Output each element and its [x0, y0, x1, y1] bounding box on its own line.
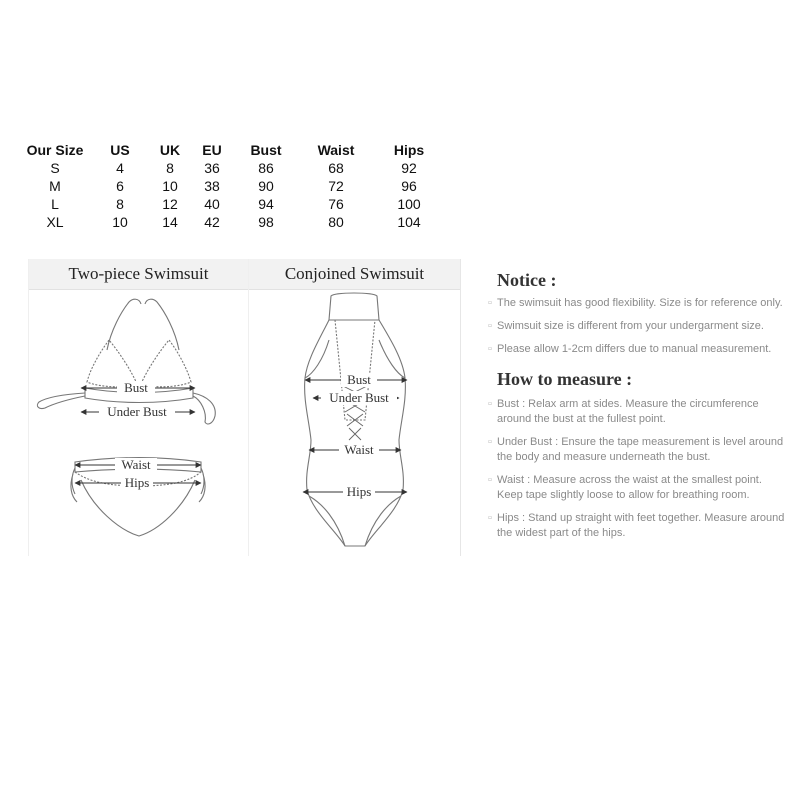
cell: 12 [162, 196, 178, 212]
cell: 92 [401, 160, 417, 176]
cell: 98 [258, 214, 274, 230]
hips-label: Hips [346, 484, 372, 499]
under-bust-label: Under Bust [329, 390, 389, 405]
how-to-measure-title: How to measure : [497, 369, 633, 389]
header-uk: UK [159, 142, 181, 158]
cell: 8 [166, 160, 174, 176]
notice-list [488, 296, 799, 357]
cell: 100 [397, 196, 421, 212]
cell: 90 [258, 178, 274, 194]
table-row [20, 213, 444, 231]
list-item: ▫ Waist : Measure across the waist at the smallest point. Keep tape slightly loose to allow for breathing room. [488, 474, 762, 501]
bust-label: Bust [347, 372, 371, 387]
cell: 38 [204, 178, 220, 194]
hips-label: Hips [124, 475, 150, 490]
conjoined-panel [248, 259, 461, 556]
how-to-measure-list [488, 397, 799, 541]
arm-opening-left [305, 340, 329, 378]
two-piece-diagram [29, 290, 248, 556]
cell: 10 [162, 178, 178, 194]
right-cup [141, 340, 191, 387]
two-piece-panel [28, 259, 249, 556]
cell: 36 [204, 160, 220, 176]
header-waist: Waist [317, 142, 355, 158]
cell: L [51, 196, 59, 212]
header-hips: Hips [393, 142, 425, 158]
cell: 42 [204, 214, 220, 230]
header-eu: EU [202, 142, 222, 158]
cell: 6 [116, 178, 124, 194]
cell: 10 [112, 214, 128, 230]
conjoined-diagram [249, 290, 460, 556]
table-row [20, 195, 444, 213]
cell: 104 [397, 214, 421, 230]
under-bust-label: Under Bust [107, 404, 167, 419]
cell: 68 [328, 160, 344, 176]
table-row [20, 177, 444, 195]
list-item: ▫ Swimsuit size is different from your undergarment size. [488, 320, 764, 332]
cell: 80 [328, 214, 344, 230]
halter-collar [329, 293, 379, 320]
waist-label: Waist [121, 457, 151, 472]
list-item: ▫ Hips : Stand up straight with feet together. Measure around the widest part of the hips. [488, 512, 785, 539]
notes-section [488, 266, 799, 549]
cell: 72 [328, 178, 344, 194]
cell: 94 [258, 196, 274, 212]
halter-strap-right [145, 299, 179, 350]
notice-title: Notice : [497, 270, 557, 290]
cell: 4 [116, 160, 124, 176]
cell: S [50, 160, 60, 176]
two-piece-title: Two-piece Swimsuit [29, 259, 248, 290]
header-bust: Bust [250, 142, 282, 158]
size-table-header-row [20, 141, 444, 159]
cell: 76 [328, 196, 344, 212]
cell: XL [46, 214, 64, 230]
cell: 86 [258, 160, 274, 176]
list-item: ▫ Please allow 1-2cm differs due to manual measurement. [488, 343, 772, 355]
waist-label: Waist [344, 442, 374, 457]
bust-label: Bust [124, 380, 148, 395]
list-item: ▫ Bust : Relax arm at sides. Measure the circumference around the bust at the fullest point. [488, 398, 759, 425]
swimsuit-body [305, 320, 406, 546]
cell: 96 [401, 178, 417, 194]
header-our-size: Our Size [26, 142, 84, 158]
arm-opening-right [379, 340, 405, 378]
cell: 14 [162, 214, 178, 230]
cell: 40 [204, 196, 220, 212]
cell: 8 [116, 196, 124, 212]
cell: M [49, 178, 61, 194]
size-table [20, 141, 444, 231]
list-item: ▫ Under Bust : Ensure the tape measurement is level around the body and measure underneath the bust. [488, 436, 784, 463]
conjoined-title: Conjoined Swimsuit [249, 259, 460, 290]
tie-left [37, 393, 85, 409]
list-item: ▫ The swimsuit has good flexibility. Size is for reference only. [488, 297, 783, 309]
halter-strap-left [107, 299, 141, 350]
tie-right [193, 393, 215, 424]
header-us: US [110, 142, 130, 158]
table-row [20, 159, 444, 177]
